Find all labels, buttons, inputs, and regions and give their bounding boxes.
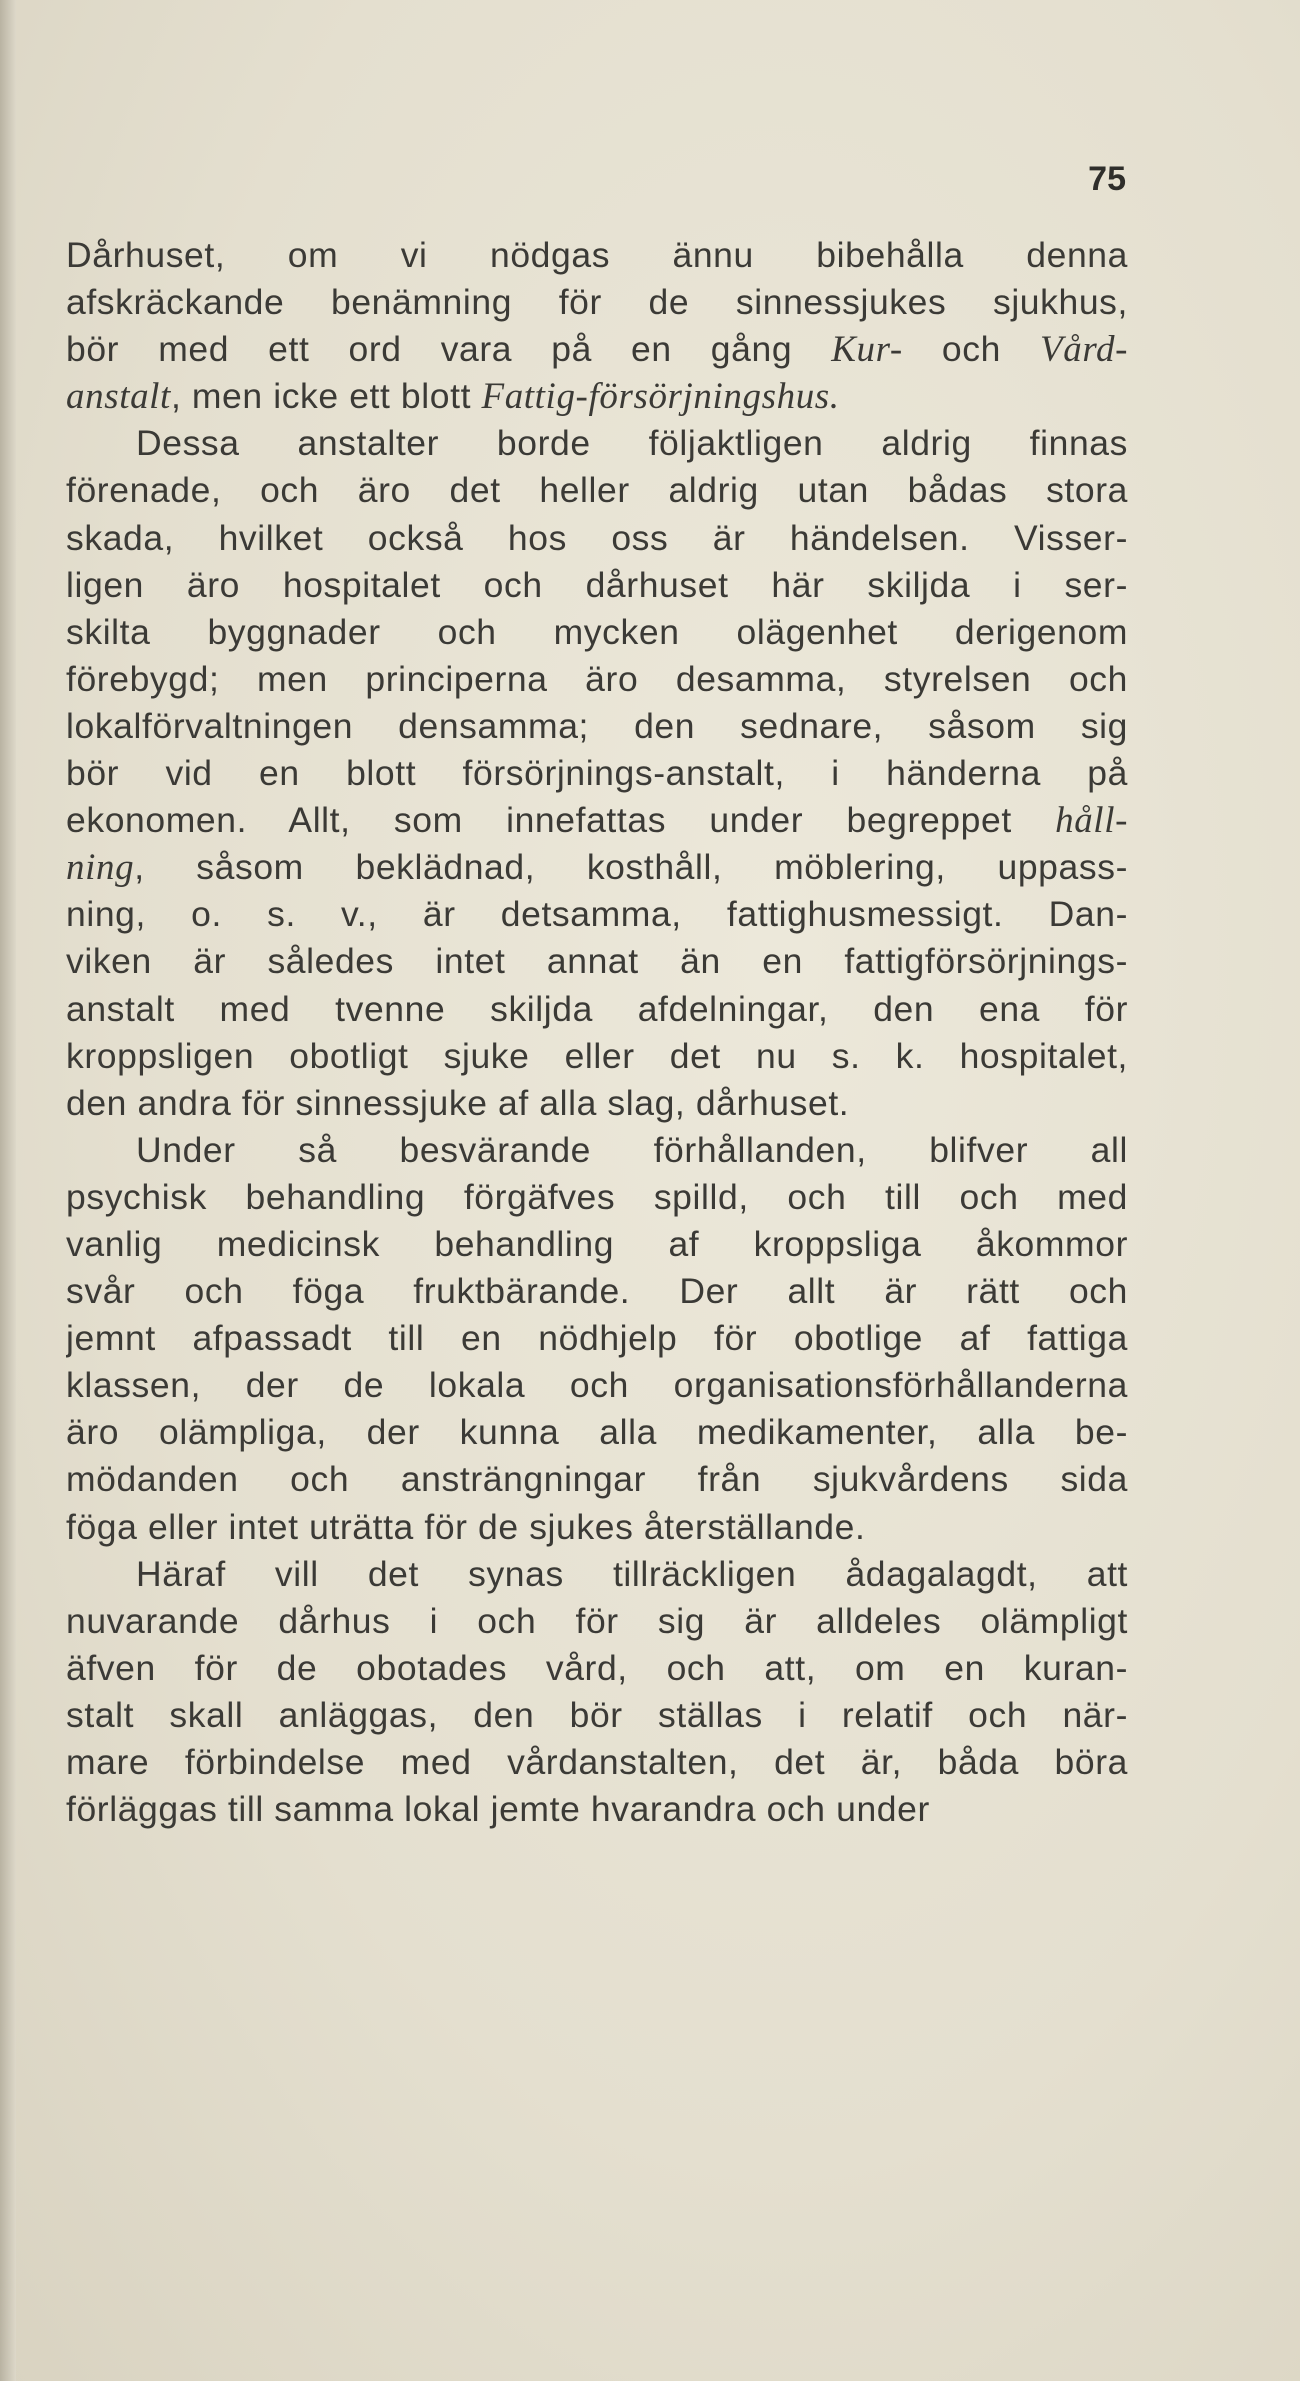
text-segment: skada, hvilket också hos oss är händelsen. Visser- [66,517,1128,558]
italic-text: Fattig-försörjningshus. [481,376,840,418]
text-line [66,1362,1128,1409]
text-segment: lokalförvaltningen densamma; den sednare, såsom sig [66,705,1128,746]
text-line [66,326,1128,373]
text-line [66,420,1128,467]
text-line [66,1409,1128,1456]
text-segment: mödanden och ansträngningar från sjukvårdens sida [66,1459,1128,1500]
text-segment: afskräckande benämning för de sinnessjukes sjukhus, [66,282,1128,323]
text-segment: bör vid en blott försörjnings-anstalt, i händerna på [66,753,1128,794]
text-line [66,1692,1128,1739]
text-segment: nuvarande dårhus i och för sig är alldeles olämpligt [66,1600,1128,1641]
text-segment: och [902,329,1041,370]
italic-text: anstalt [66,376,171,418]
italic-text: Vård- [1040,329,1128,371]
text-line [66,797,1128,844]
text-line [66,750,1128,797]
text-segment: Häraf vill det synas tillräckligen ådagalagdt, att [136,1553,1128,1594]
text-segment: förläggas till samma lokal jemte hvarandra och under [66,1789,930,1830]
text-segment: svår och föga fruktbärande. Der allt är rätt och [66,1271,1128,1312]
text-segment: bör med ett ord vara på en gång [66,329,832,370]
text-line [66,1786,1128,1833]
text-segment: förenade, och äro det heller aldrig utan bådas stora [66,470,1128,511]
text-line [66,562,1128,609]
text-segment: äfven för de obotades vård, och att, om en kuran- [66,1647,1128,1688]
text-line [66,467,1128,514]
text-segment: ning, o. s. v., är detsamma, fattighusmessigt. Dan- [66,894,1128,935]
text-line [66,1598,1128,1645]
text-line [66,844,1128,891]
text-line [66,1645,1128,1692]
text-segment: klassen, der de lokala och organisationsförhållanderna [66,1365,1128,1406]
text-line [66,1739,1128,1786]
italic-text: håll- [1055,800,1128,842]
text-line [66,1221,1128,1268]
text-segment: skilta byggnader och mycken olägenhet derigenom [66,611,1128,652]
text-line [66,1174,1128,1221]
italic-text: ning [66,847,135,889]
text-line [66,986,1128,1033]
text-segment: viken är således intet annat än en fattigförsörjnings- [66,941,1128,982]
text-line [66,1080,1128,1127]
text-line [66,938,1128,985]
body-text [66,232,1128,1833]
text-segment: stalt skall anläggas, den bör ställas i relatif och när- [66,1694,1128,1735]
italic-text: Kur- [831,329,903,371]
text-segment: , men icke ett blott [170,376,482,417]
text-line [66,1504,1128,1551]
text-line [66,891,1128,938]
text-segment: , såsom beklädnad, kosthåll, möblering, uppass- [134,847,1128,888]
text-line [66,1456,1128,1503]
text-segment: kroppsligen obotligt sjuke eller det nu s. k. hospitalet, [66,1035,1128,1076]
text-line [66,1033,1128,1080]
text-segment: föga eller intet uträtta för de sjukes återställande. [66,1506,866,1547]
text-line [66,609,1128,656]
text-line [66,1127,1128,1174]
text-segment: Dårhuset, om vi nödgas ännu bibehålla denna [66,235,1128,275]
text-segment: den andra för sinnessjuke af alla slag, dårhuset. [66,1082,850,1123]
text-segment: jemnt afpassadt till en nödhjelp för obotlige af fattiga [66,1318,1128,1359]
text-segment: förebygd; men principerna äro desamma, styrelsen och [66,658,1128,699]
text-line [66,703,1128,750]
text-line [66,232,1128,279]
text-segment: Under så besvärande förhållanden, blifver all [136,1129,1128,1170]
text-segment: Dessa anstalter borde följaktligen aldrig finnas [136,423,1128,464]
page-left-edge [0,0,16,2381]
text-line [66,373,1128,420]
text-segment: ligen äro hospitalet och dårhuset här skiljda i ser- [66,564,1128,605]
page-number: 75 [1088,160,1126,198]
text-segment: psychisk behandling förgäfves spilld, och till och med [66,1176,1128,1217]
text-segment: anstalt med tvenne skiljda afdelningar, den ena för [66,988,1128,1029]
text-segment: ekonomen. Allt, som innefattas under begreppet [66,800,1056,841]
text-segment: mare förbindelse med vårdanstalten, det är, båda böra [66,1742,1128,1782]
text-line [66,1315,1128,1362]
text-segment: vanlig medicinsk behandling af kroppsliga åkommor [66,1223,1128,1264]
text-line [66,279,1128,326]
text-segment: äro olämpliga, der kunna alla medikamenter, alla be- [66,1412,1128,1453]
text-line [66,656,1128,703]
text-line [66,515,1128,562]
text-line [66,1268,1128,1315]
text-line [66,1551,1128,1598]
